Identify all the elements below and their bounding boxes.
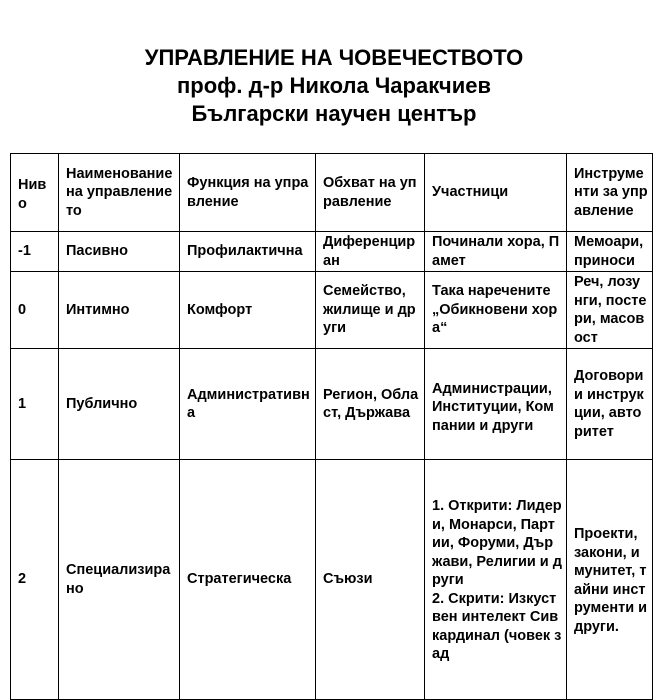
cell-level: 0 bbox=[11, 272, 59, 349]
title-line-2: проф. д-р Никола Чаракчиев bbox=[177, 73, 491, 98]
cell-function: Комфорт bbox=[180, 272, 316, 349]
table-header-row bbox=[11, 154, 653, 232]
table-row bbox=[11, 232, 653, 272]
cell-scope: Регион, Област, Държава bbox=[316, 349, 425, 460]
header-participants: Участници bbox=[425, 154, 567, 232]
document-title bbox=[0, 44, 668, 128]
cell-name: Специализирано bbox=[59, 460, 180, 700]
header-scope: Обхват на управление bbox=[316, 154, 425, 232]
cell-function: Профилактична bbox=[180, 232, 316, 272]
header-level: Ниво bbox=[11, 154, 59, 232]
table-row bbox=[11, 272, 653, 349]
cell-name: Пасивно bbox=[59, 232, 180, 272]
cell-function: Стратегическа bbox=[180, 460, 316, 700]
cell-scope: Диференциран bbox=[316, 232, 425, 272]
cell-participants: Така наречените „Обикновени хора“ bbox=[425, 272, 567, 349]
cell-tools: Проекти, закони, имунитет, тайни инструменти и други. bbox=[567, 460, 653, 700]
cell-scope: Семейство, жилище и други bbox=[316, 272, 425, 349]
cell-participants: Администрации, Институции, Компании и други bbox=[425, 349, 567, 460]
title-line-3: Български научен център bbox=[191, 101, 477, 126]
cell-function: Административна bbox=[180, 349, 316, 460]
governance-table bbox=[10, 153, 653, 700]
table-row bbox=[11, 349, 653, 460]
cell-tools: Договори и инструкции, авторитет bbox=[567, 349, 653, 460]
cell-participants: Починали хора, Памет bbox=[425, 232, 567, 272]
cell-name: Публично bbox=[59, 349, 180, 460]
table-row bbox=[11, 460, 653, 700]
cell-participants: 1. Открити: Лидери, Монарси, Партии, Форуми, Държави, Религии и други 2. Скрити: Изкуствен интелект Сив кардинал (човек зад bbox=[425, 460, 567, 700]
cell-level: 1 bbox=[11, 349, 59, 460]
cell-level: 2 bbox=[11, 460, 59, 700]
header-name: Наименование на управлението bbox=[59, 154, 180, 232]
header-tools: Инструменти за управление bbox=[567, 154, 653, 232]
cell-scope: Съюзи bbox=[316, 460, 425, 700]
cell-tools: Мемоари, приноси bbox=[567, 232, 653, 272]
title-line-1: УПРАВЛЕНИЕ НА ЧОВЕЧЕСТВОТО bbox=[144, 45, 524, 70]
header-function: Функция на управление bbox=[180, 154, 316, 232]
cell-level: -1 bbox=[11, 232, 59, 272]
cell-name: Интимно bbox=[59, 272, 180, 349]
cell-tools: Реч, лозунги, постери, масовост bbox=[567, 272, 653, 349]
